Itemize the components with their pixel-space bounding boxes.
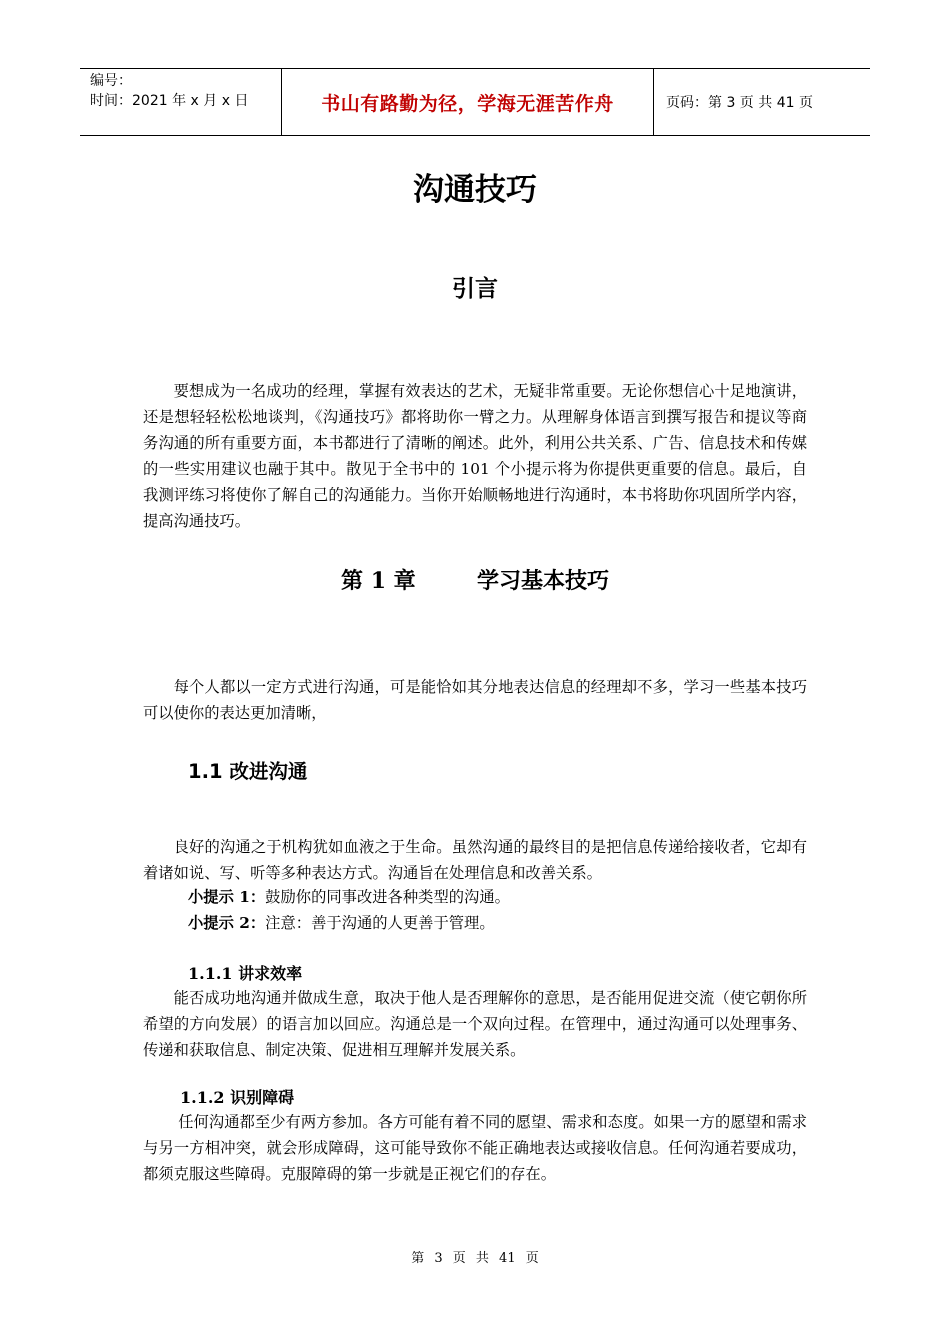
section-heading: 1.1 改进沟通 <box>188 760 308 783</box>
tip-1-text: 鼓励你的同事改进各种类型的沟通。 <box>265 888 510 906</box>
subsection-1-heading: 1.1.1 讲求效率 <box>188 964 303 983</box>
document-number-label: 编号： <box>90 73 132 89</box>
subsection-2-paragraph: 任何沟通都至少有两方参加。各方可能有着不同的愿望、需求和态度。如果一方的愿望和需求与另一方相冲突，就会形成障碍，这可能导致你不能正确地表达或接收信息。任何沟通若要成功，都须克服这些障碍。克服障碍的第一步就是正视它们的存在。 <box>143 1113 807 1183</box>
tip-1-label: 小提示 1： <box>188 888 266 906</box>
page-header <box>80 68 870 136</box>
subsection-2-heading: 1.1.2 识别障碍 <box>180 1088 295 1107</box>
document-date-label: 时间：2021 年 x 月 x 日 <box>90 93 249 109</box>
section-paragraph: 良好的沟通之于机构犹如血液之于生命。虽然沟通的最终目的是把信息传递给接收者，它却有着诸如说、写、听等多种表达方式。沟通旨在处理信息和改善关系。 <box>143 838 807 882</box>
intro-heading: 引言 <box>452 276 498 302</box>
subsection-1-paragraph: 能否成功地沟通并做成生意，取决于他人是否理解你的意思，是否能用促进交流（使它朝你所希望的方向发展）的语言加以回应。沟通总是一个双向过程。在管理中，通过沟通可以处理事务、传递和获取信息、制定决策、促进相互理解并发展关系。 <box>143 989 807 1059</box>
tip-2-text: 注意：善于沟通的人更善于管理。 <box>265 914 495 932</box>
intro-paragraph: 要想成为一名成功的经理，掌握有效表达的艺术，无疑非常重要。无论你想信心十足地演讲，还是想轻轻松松地谈判，《沟通技巧》都将助你一臂之力。从理解身体语言到撰写报告和提议等商务沟通的所有重要方面，本书都进行了清晰的阐述。此外，利用公共关系、广告、信息技术和传媒的一些实用建议也融于其中。散见于全书中的 101 个小提示将为你提供更重要的信息。最后，自我测评练习将使你了解自己的沟通能力。当你开始顺畅地进行沟通时，本书将助你巩固所学内容，提高沟通技巧。 <box>143 382 807 530</box>
header-meta-cell <box>80 69 282 135</box>
tip-2 <box>188 910 495 936</box>
chapter-heading: 第 1 章 学习基本技巧 <box>341 568 609 594</box>
page-footer: 第 3 页 共 41 页 <box>411 1251 539 1266</box>
tip-1 <box>188 884 510 910</box>
tip-2-label: 小提示 2： <box>188 914 266 932</box>
header-motto: 书山有路勤为径，学海无涯苦作舟 <box>282 69 654 135</box>
document-title: 沟通技巧 <box>413 172 537 208</box>
header-page-info: 页码：第 3 页 共 41 页 <box>666 95 813 111</box>
chapter-paragraph: 每个人都以一定方式进行沟通，可是能恰如其分地表达信息的经理却不多，学习一些基本技巧可以使你的表达更加清晰， <box>143 678 807 722</box>
